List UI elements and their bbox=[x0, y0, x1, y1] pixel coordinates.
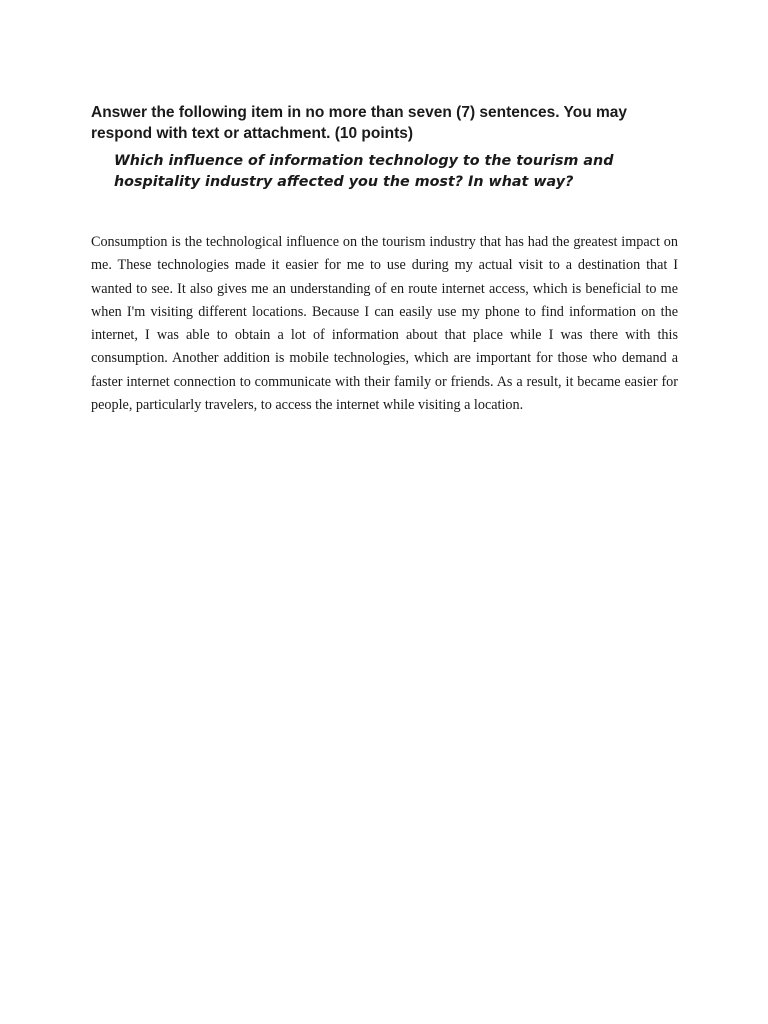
instruction-text: Answer the following item in no more than seven (7) sentences. You may respond with text or attachment. (10 points) bbox=[91, 104, 628, 142]
answer-paragraph: Consumption is the technological influence on the tourism industry that has had the greatest impact on me. These technologies made it easier for me to use during my actual visit to a destination that I wanted to see. It also gives me an understanding of en route internet access, which is beneficial to me when I'm visiting different locations. Because I can easily use my phone to find information on the internet, I was able to obtain a lot of information about that place while I was there with this consumption. Another addition is mobile technologies, which are important for those who demand a faster internet connection to communicate with their family or friends. As a result, it became easier for people, particularly travelers, to access the internet while visiting a location. bbox=[91, 234, 678, 414]
question-text: Which influence of information technology to the tourism and hospitality industry affected you the most? In what way? bbox=[114, 153, 614, 190]
